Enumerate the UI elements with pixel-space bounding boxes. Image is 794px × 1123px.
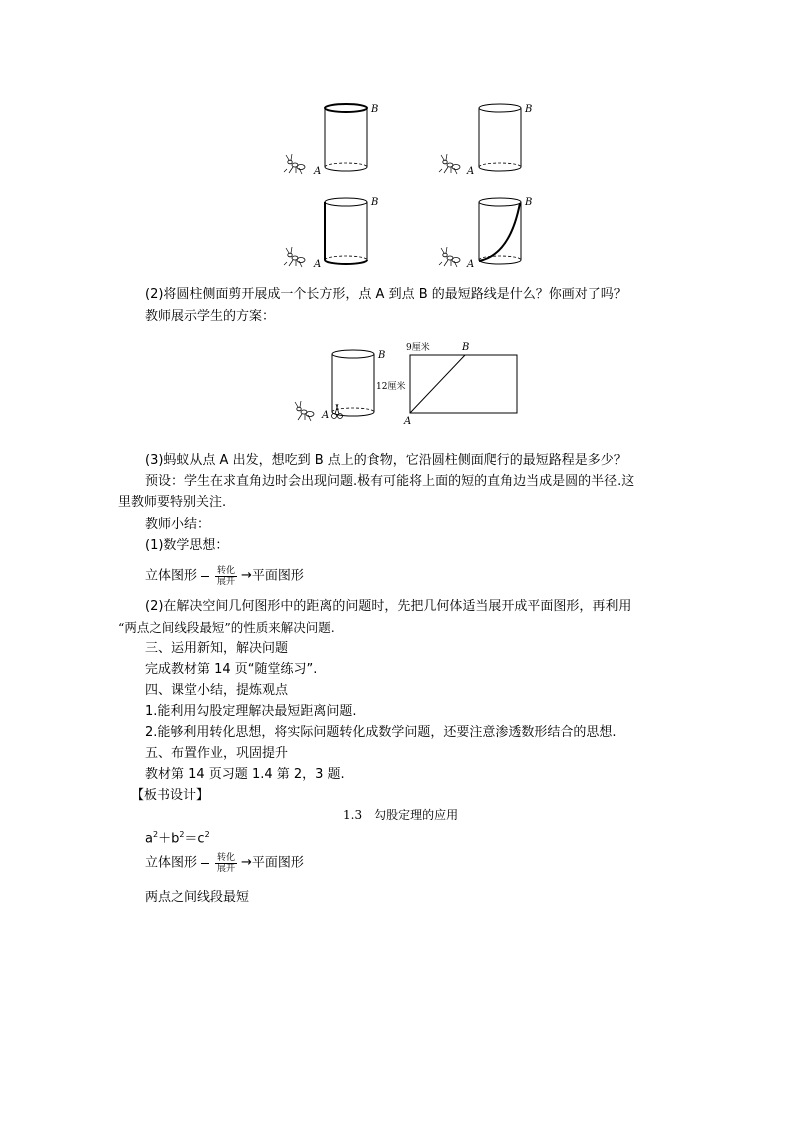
cylinder-4 bbox=[439, 197, 532, 270]
scissors-icon bbox=[332, 404, 343, 419]
label-b: B bbox=[525, 197, 533, 208]
width-label: 9厘米 bbox=[406, 343, 430, 353]
question-3: (3)蚂蚁从点 A 出发，想吃到 B 点上的食物，它沿圆柱侧面爬行的最短路程是多少？ bbox=[145, 453, 627, 468]
summary-item-1: 1.能利用勾股定理解决最短距离问题. bbox=[145, 704, 357, 719]
label-a: A bbox=[467, 166, 475, 177]
convert-top: 转化 bbox=[217, 565, 236, 576]
convert-bottom: 展开 bbox=[217, 863, 236, 874]
paragraph-2-line-1: (2)在解决空间几何图形中的距离的问题时，先把几何体适当展开成平面图形，再利用 bbox=[145, 599, 632, 614]
teacher-summary: 教师小结： bbox=[145, 517, 211, 532]
right-arrow-icon: → bbox=[241, 568, 252, 583]
summary-item-2: 2.能够利用转化思想，将实际问题转化成数学问题，还要注意渗透数形结合的思想. bbox=[145, 725, 617, 740]
label-b: B bbox=[525, 104, 533, 115]
label-a: A bbox=[314, 259, 322, 270]
plane-figure-text: 平面图形 bbox=[251, 855, 304, 871]
right-arrow-icon: → bbox=[241, 855, 252, 870]
convert-bottom: 展开 bbox=[217, 576, 236, 587]
label-b: B bbox=[462, 342, 470, 353]
label-b: B bbox=[371, 197, 379, 208]
unfold-figure bbox=[290, 338, 530, 430]
unfolded-rectangle bbox=[376, 341, 517, 427]
label-a: A bbox=[322, 410, 330, 421]
label-a: A bbox=[467, 259, 475, 270]
label-b: B bbox=[378, 350, 386, 361]
convert-top: 转化 bbox=[217, 852, 236, 863]
cylinder-1 bbox=[284, 104, 378, 177]
label-a: A bbox=[404, 416, 412, 427]
height-label: 12厘米 bbox=[376, 382, 406, 392]
shortest-segment-text: 两点之间线段最短 bbox=[145, 890, 250, 905]
teacher-show: 教师展示学生的方案： bbox=[145, 309, 276, 324]
section-4-heading: 四、课堂小结，提炼观点 bbox=[145, 683, 289, 698]
homework-text: 教材第 14 页习题 1.4 第 2，3 题. bbox=[145, 767, 345, 782]
solid-figure-text: 立体图形 bbox=[145, 568, 198, 584]
paragraph-2-line-2: “两点之间线段最短”的性质来解决问题. bbox=[118, 620, 335, 635]
board-design-heading: 【板书设计】 bbox=[131, 788, 210, 803]
plane-figure-text: 平面图形 bbox=[251, 568, 304, 584]
preset-line-2: 里教师要特别关注. bbox=[118, 495, 227, 510]
conversion-formula-2 bbox=[145, 850, 304, 877]
exercise-text: 完成教材第 14 页“随堂练习”. bbox=[145, 662, 318, 677]
pythagorean-equation: $a^2+b^2=c^2$ bbox=[145, 830, 210, 847]
board-title: 1.3 勾股定理的应用 bbox=[343, 808, 459, 822]
question-2: (2)将圆柱侧面剪开展成一个长方形，点 A 到点 B 的最短路线是什么？你画对了吗？ bbox=[145, 287, 627, 302]
section-3-heading: 三、运用新知，解决问题 bbox=[145, 641, 289, 656]
solid-figure-text: 立体图形 bbox=[145, 855, 198, 871]
cylinder-2 bbox=[439, 104, 532, 177]
cut-cylinder bbox=[295, 350, 385, 421]
conversion-formula-1 bbox=[145, 563, 304, 590]
cylinder-3 bbox=[284, 197, 378, 270]
preset-line-1: 预设：学生在求直角边时会出现问题.极有可能将上面的短的直角边当成是圆的半径.这 bbox=[145, 474, 635, 489]
label-b: B bbox=[371, 104, 379, 115]
math-idea: (1)数学思想： bbox=[145, 538, 229, 553]
section-5-heading: 五、布置作业，巩固提升 bbox=[145, 746, 289, 761]
label-a: A bbox=[314, 166, 322, 177]
cylinder-figures bbox=[280, 95, 540, 275]
